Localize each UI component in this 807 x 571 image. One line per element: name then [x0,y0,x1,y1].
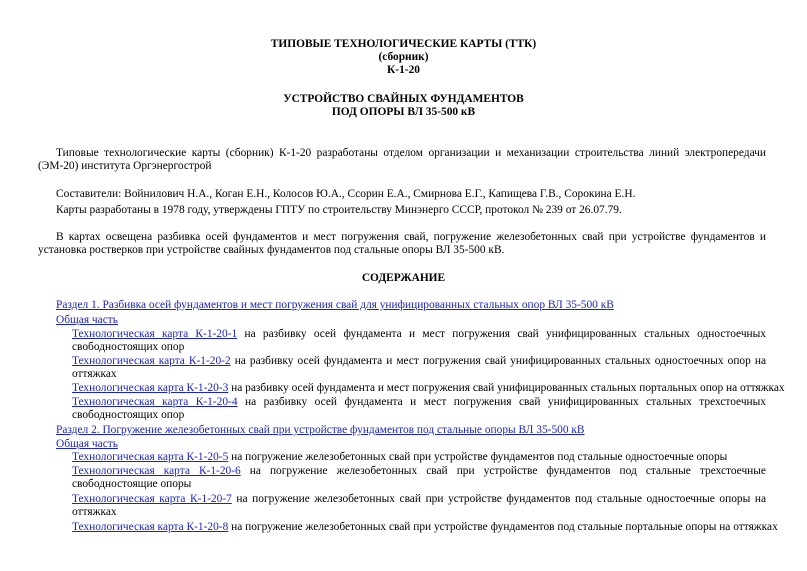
toc-link-k-1-20-5[interactable]: Технологическая карта К-1-20-5 [72,451,229,463]
toc-general-part-1-label[interactable]: Общая часть [56,314,118,326]
toc-link-k-1-20-7[interactable]: Технологическая карта К-1-20-7 [72,493,232,505]
toc-desc-k-1-20-6: на погружение железобетонных свай при устройстве фундаментов под стальные трехстоечные свободностоящие опоры [72,465,766,490]
toc-link-k-1-20-6[interactable]: Технологическая карта К-1-20-6 [72,465,241,477]
toc-item-k-1-20-3 [72,382,785,395]
toc-desc-k-1-20-8: на погружение железобетонных свай при устройстве фундаментов под стальные портальные опоры на оттяжках [228,521,778,533]
toc-link-k-1-20-3[interactable]: Технологическая карта К-1-20-3 [72,382,229,394]
collection-subtitle: (сборник) [378,51,429,63]
toc-section-2-label[interactable]: Раздел 2. Погружение железобетонных свай при устройстве фундаментов под стальные опоры ВЛ 35-500 кВ [56,424,585,436]
document-title-line2: ПОД ОПОРЫ ВЛ 35-500 кВ [331,106,476,118]
approval-paragraph: Карты разработаны в 1978 году, утверждены ГПТУ по строительству Минэнерго СССР, протокол № 239 от 26.07.79. [56,204,622,216]
contents-heading: СОДЕРЖАНИЕ [361,272,446,284]
toc-link-k-1-20-2[interactable]: Технологическая карта К-1-20-2 [72,355,231,367]
document-title-line1: УСТРОЙСТВО СВАЙНЫХ ФУНДАМЕНТОВ [283,93,524,105]
toc-item-k-1-20-7 [72,493,766,519]
toc-desc-k-1-20-4: на разбивку осей фундамента и мест погружения свай унифицированных стальных трехстоечных свободностоящих опор [72,396,766,421]
toc-section-2-link[interactable] [56,424,585,437]
toc-item-k-1-20-1 [72,328,766,354]
authors-paragraph: Составители: Войнилович Н.А., Коган Е.Н., Колосов Ю.А., Ссорин Е.А., Смирнова Е.Г., Капищева Г.В., Сорокина Е.Н. [56,188,636,200]
toc-desc-k-1-20-3: на разбивку осей фундамента и мест погружения свай унифицированных стальных портальных опор на оттяжках [228,382,785,394]
collection-title: ТИПОВЫЕ ТЕХНОЛОГИЧЕСКИЕ КАРТЫ (ТТК) [270,38,537,50]
toc-item-k-1-20-4 [72,396,766,422]
intro-paragraph: Типовые технологические карты (сборник) К-1-20 разработаны отделом организации и механизации строительства линий электропередачи (ЭМ-20) института Оргэнергострой [38,147,766,172]
toc-desc-k-1-20-5: на погружение железобетонных свай при устройстве фундаментов под стальные одностоечные опоры [228,451,728,463]
toc-link-k-1-20-1[interactable]: Технологическая карта К-1-20-1 [72,328,238,340]
scope-paragraph: В картах освещена разбивка осей фундаментов и мест погружения свай, погружение железобетонных свай при устройстве фундаментов и установка ростверков при устройстве свайных фундаментов под стальные опоры ВЛ 35-500 кВ. [38,231,766,256]
toc-item-k-1-20-2 [72,355,766,381]
toc-desc-k-1-20-2: на разбивку осей фундамента и мест погружения свай унифицированных стальных одностоечных опор на оттяжках [72,355,767,380]
toc-desc-k-1-20-7: на погружение железобетонных свай при устройстве фундаментов под стальные одностоечные опоры на оттяжках [72,493,766,518]
toc-general-part-1-link[interactable] [56,314,118,327]
toc-general-part-2-label[interactable]: Общая часть [56,438,118,450]
toc-general-part-2-link[interactable] [56,438,118,451]
toc-item-k-1-20-8 [72,521,778,534]
toc-link-k-1-20-8[interactable]: Технологическая карта К-1-20-8 [72,521,229,533]
collection-code: К-1-20 [387,64,420,76]
toc-section-1-label[interactable]: Раздел 1. Разбивка осей фундаментов и мест погружения свай для унифицированных стальных опор ВЛ 35-500 кВ [56,299,614,311]
toc-item-k-1-20-5 [72,451,727,464]
toc-item-k-1-20-6 [72,465,766,491]
toc-desc-k-1-20-1: на разбивку осей фундамента и мест погружения свай унифицированных стальных одностоечных свободностоящих опор [72,328,766,353]
toc-link-k-1-20-4[interactable]: Технологическая карта К-1-20-4 [72,396,238,408]
toc-section-1-link[interactable] [56,299,614,312]
